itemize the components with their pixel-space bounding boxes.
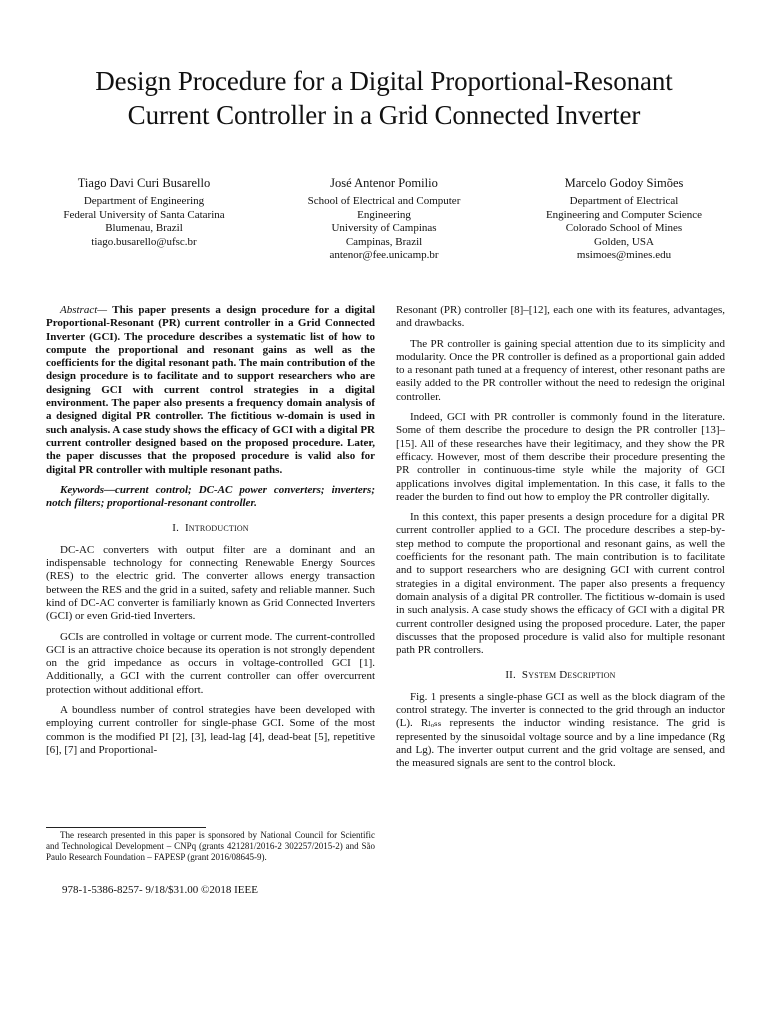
- author-name: José Antenor Pomilio: [330, 176, 438, 190]
- author-name: Tiago Davi Curi Busarello: [77, 176, 211, 190]
- author-block: [0, 176, 768, 266]
- paragraph: GCIs are controlled in voltage or current mode. The current-controlled GCI is an attractive choice because its operation is not strongly dependent on the grid impedance as occurs in voltage-controlled GCI [1]. Additionally, a GCI with the current controller can offer overcurrent protection without additional effort.: [46, 630, 375, 696]
- paper-title: [30, 64, 738, 132]
- author-1: [34, 176, 254, 249]
- section-title: Introduction: [184, 522, 249, 535]
- title-line-2: Current Controller in a Grid Connected Inverter: [127, 100, 641, 130]
- author-location: Campinas, Brazil: [345, 235, 423, 248]
- funding-footnote: The research presented in this paper is sponsored by National Council for Scientific and Technological Development – CNPq (grants 421281/2016-2 302257/2015-2) and São Paulo Research Foundation – FAPESP (grant 2016/08645-9).: [46, 830, 375, 862]
- paragraph: The PR controller is gaining special attention due to its simplicity and modularity. Once the PR controller is defined as a proportional gain added to a resonant path tuned at a frequency of interest, other resonant paths are easily added to the PR controller without the need to redesign the original controller.: [396, 337, 725, 403]
- author-name: Marcelo Godoy Simões: [564, 176, 684, 190]
- paragraph: DC-AC converters with output filter are a dominant and an indispensable technology for connecting Renewable Energy Sources (RES) to the electric grid. The converter allows energy transaction between the RES and the grid in a suited, safety and reliable manner. Such kind of DC-AC converter is familiarly known as Grid Connected Inverters (GCI) or even Grid-tied Inverters.: [46, 543, 375, 623]
- abstract: [46, 304, 375, 477]
- author-affiliation: Colorado School of Mines: [565, 222, 683, 235]
- paragraph: Fig. 1 presents a single-phase GCI as well as the block diagram of the control strategy. The inverter is connected to the grid through an inductor (L). Rₗₒₛₛ represents the inductor winding resistance. The grid is represented by the sinusoidal voltage source and by a line impedance (Rg and Lg). The inverter output current and the grid voltage are sensed, and the measured signals are sent to the control block.: [396, 690, 725, 770]
- paragraph: Indeed, GCI with PR controller is commonly found in the literature. Some of them describe the procedure to design the PR controller [13]–[15]. All of these researches have their legitimacy, and they show the PR efficacy. However, most of them describe their procedure presenting the PR controller in continuous-time style while the majority of GCI applications involves digital implementation. In this case, it falls to the reader the burden to find out how to employ the PR controller digitally.: [396, 411, 725, 503]
- author-affiliation: University of Campinas: [331, 222, 437, 235]
- author-affiliation: Federal University of Santa Catarina: [63, 208, 225, 221]
- author-affiliation: Department of Engineering: [83, 195, 205, 207]
- author-affiliation: Department of Electrical: [569, 195, 679, 207]
- keywords: Keywords—current control; DC-AC power converters; inverters; notch filters; proportional-resonant controller.: [46, 483, 375, 510]
- abstract-text: This paper presents a design procedure for a digital Proportional-Resonant (PR) current controller in a Grid Connected Inverter (GCI). The procedure describes a systematic list of how to compute the proportional and resonant gains as well as the coefficients for the digital resonant path. The main contribution of the design procedure is to facilitate and to support researchers who are designing GCI with current control strategies in a digital environment. The paper also presents a frequency domain analysis of a designed digital PR controller. The fictitious w-domain is used in such analysis. A case study shows the efficacy of GCI with a digital PR current controller designed based on the proposed procedure. Later, the paper discusses that the proposed procedure is valid also for digital PR controller with multiple resonant paths.: [46, 304, 375, 476]
- paragraph: A boundless number of control strategies have been developed with employing current controller for single-phase GCI. Some of the most common is the modified PI [2], [3], lead-lag [4], dead-beat [5], repetitive [6], [7] and Proportional-: [46, 704, 375, 756]
- isbn-copyright: 978-1-5386-8257- 9/18/$31.00 ©2018 IEEE: [62, 884, 258, 896]
- paragraph: In this context, this paper presents a design procedure for a digital PR current controller applied to a GCI. The procedure describes a step-by-step method to compute the proportional and resonant gains, as well the coefficients for the resonant path. The main contribution is to facilitate and to support researchers who are designing GCI with current control strategies in a digital environment. The paper also presents a frequency domain analysis of a digital PR controller. The fictitious w-domain is used in such analysis. A case study shows the efficacy of GCI with a digital PR current controller designed using the proposed procedure. Later, the paper discusses that the proposed procedure is valid also for multiple resonant path PR controllers.: [396, 511, 725, 657]
- right-column: [396, 304, 725, 778]
- author-location: Golden, USA: [594, 235, 654, 248]
- author-email: antenor@fee.unicamp.br: [329, 249, 439, 262]
- author-affiliation: Engineering: [357, 208, 411, 221]
- title-line-1: Design Procedure for a Digital Proportional-Resonant: [95, 66, 673, 96]
- author-email: tiago.busarello@ufsc.br: [91, 235, 197, 248]
- section-heading-introduction: [46, 522, 375, 535]
- author-location: Blumenau, Brazil: [105, 222, 183, 235]
- section-heading-system-description: [396, 669, 725, 682]
- author-affiliation: School of Electrical and Computer: [307, 195, 461, 207]
- author-email: msimoes@mines.edu: [576, 249, 672, 262]
- author-affiliation: Engineering and Computer Science: [545, 208, 703, 221]
- footnote-rule: [46, 827, 206, 828]
- author-3: [514, 176, 734, 263]
- paragraph-continuation: Resonant (PR) controller [8]–[12], each one with its features, advantages, and drawbacks.: [396, 304, 725, 330]
- left-column: [46, 304, 375, 764]
- section-number: I.: [172, 522, 180, 535]
- section-title: System Description: [521, 669, 616, 682]
- abstract-lead: Abstract—: [60, 304, 108, 316]
- section-number: II.: [505, 669, 516, 682]
- author-2: [274, 176, 494, 263]
